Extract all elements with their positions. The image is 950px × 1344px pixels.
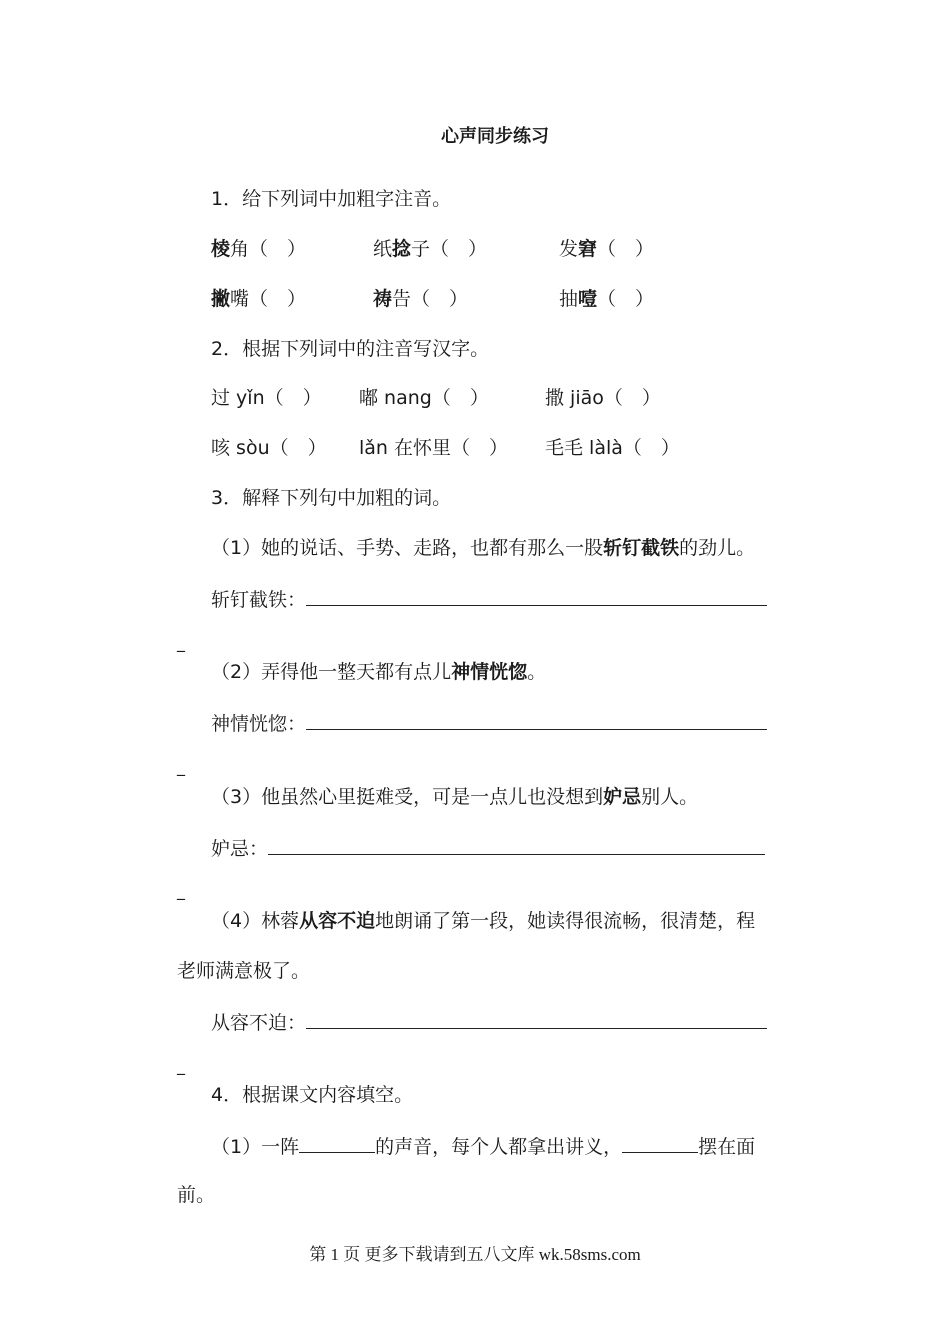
item-rest: 子（ ） xyxy=(411,238,488,260)
wrap-dash: _ xyxy=(177,1056,185,1075)
item-rest: 嘴（ ） xyxy=(230,288,307,310)
sentence-text: 的声音，每个人都拿出讲义， xyxy=(375,1136,623,1158)
item-rest: 角（ ） xyxy=(230,238,307,260)
answer-line[interactable] xyxy=(306,587,767,606)
q1-heading: 1．给下列词中加粗字注音。 xyxy=(211,188,452,210)
item-rest: （ ） xyxy=(597,288,655,310)
item-rest: （ ） xyxy=(597,238,655,260)
sentence-text: 地朗诵了第一段，她读得很流畅，很清楚，程 xyxy=(375,910,756,932)
q3-heading: 3．解释下列句中加粗的词。 xyxy=(211,487,452,509)
q2-item-2: 嘟 nang（ ） xyxy=(359,387,489,409)
q3-sentence-1 xyxy=(211,537,755,560)
q1-item-1 xyxy=(211,238,306,261)
answer-line[interactable] xyxy=(306,1010,767,1029)
bold-char: 棱 xyxy=(211,238,231,260)
sentence-text: （2）弄得他一整天都有点儿 xyxy=(211,661,452,683)
q3-sentence-3 xyxy=(211,786,698,809)
sentence-text: （1）一阵 xyxy=(211,1136,300,1158)
q3-answer-2 xyxy=(211,711,767,736)
q1-item-2 xyxy=(373,238,487,261)
bold-char: 祷 xyxy=(373,288,393,310)
q1-item-6 xyxy=(559,288,654,311)
q3-answer-1 xyxy=(211,587,767,612)
answer-label: 神情恍惚： xyxy=(211,713,307,735)
wrap-dash: _ xyxy=(177,757,185,776)
q2-item-4: 咳 sòu（ ） xyxy=(211,437,327,459)
q3-sentence-4 xyxy=(211,910,755,933)
sentence-text: （3）他虽然心里挺难受，可是一点儿也没想到 xyxy=(211,786,604,808)
answer-label: 妒忌： xyxy=(211,838,269,860)
q2-item-5: lǎn 在怀里（ ） xyxy=(359,437,509,459)
q2-item-3: 撒 jiāo（ ） xyxy=(545,387,661,409)
answer-line[interactable] xyxy=(306,711,767,730)
bold-term: 妒忌 xyxy=(603,786,642,808)
q4-sentence-1 xyxy=(211,1134,755,1159)
fill-blank[interactable] xyxy=(299,1134,375,1153)
q1-item-5 xyxy=(373,288,468,311)
q2-heading: 2．根据下列词中的注音写汉字。 xyxy=(211,338,490,360)
wrap-dash: _ xyxy=(177,633,185,652)
fill-blank[interactable] xyxy=(622,1134,698,1153)
q2-item-6: 毛毛 làlà（ ） xyxy=(545,437,680,459)
sentence-text: （1）她的说话、手势、走路，也都有那么一股 xyxy=(211,537,604,559)
q1-item-4 xyxy=(211,288,306,311)
bold-char: 撇 xyxy=(211,288,231,310)
q4-heading: 4．根据课文内容填空。 xyxy=(211,1084,414,1106)
q3-answer-3 xyxy=(211,836,765,861)
q1-item-3 xyxy=(559,238,654,261)
sentence-text: （4）林蓉 xyxy=(211,910,300,932)
answer-label: 斩钉截铁： xyxy=(211,589,307,611)
q3-sentence-4-cont: 老师满意极了。 xyxy=(177,960,311,982)
bold-term: 斩钉截铁 xyxy=(603,537,680,559)
q4-sentence-1-cont: 前。 xyxy=(177,1184,216,1206)
item-pre: 发 xyxy=(559,238,579,260)
sentence-text: 摆在面 xyxy=(698,1136,756,1158)
answer-label: 从容不迫： xyxy=(211,1012,307,1034)
page-title: 心声同步练习 xyxy=(441,126,549,147)
item-pre: 纸 xyxy=(373,238,393,260)
item-pre: 抽 xyxy=(559,288,579,310)
q3-answer-4 xyxy=(211,1010,767,1035)
q2-item-1: 过 yǐn（ ） xyxy=(211,387,322,409)
bold-char: 窘 xyxy=(578,238,598,260)
page-footer: 第 1 页 更多下载请到五八文库 wk.58sms.com xyxy=(309,1245,641,1264)
bold-term: 神情恍惚 xyxy=(451,661,528,683)
wrap-dash: _ xyxy=(177,881,185,900)
sentence-text: 别人。 xyxy=(641,786,699,808)
item-rest: 告（ ） xyxy=(392,288,469,310)
bold-char: 捻 xyxy=(392,238,412,260)
sentence-text: 。 xyxy=(527,661,547,683)
bold-char: 噎 xyxy=(578,288,598,310)
sentence-text: 的劲儿。 xyxy=(679,537,756,559)
answer-line[interactable] xyxy=(268,836,765,855)
bold-term: 从容不迫 xyxy=(299,910,376,932)
q3-sentence-2 xyxy=(211,661,546,684)
